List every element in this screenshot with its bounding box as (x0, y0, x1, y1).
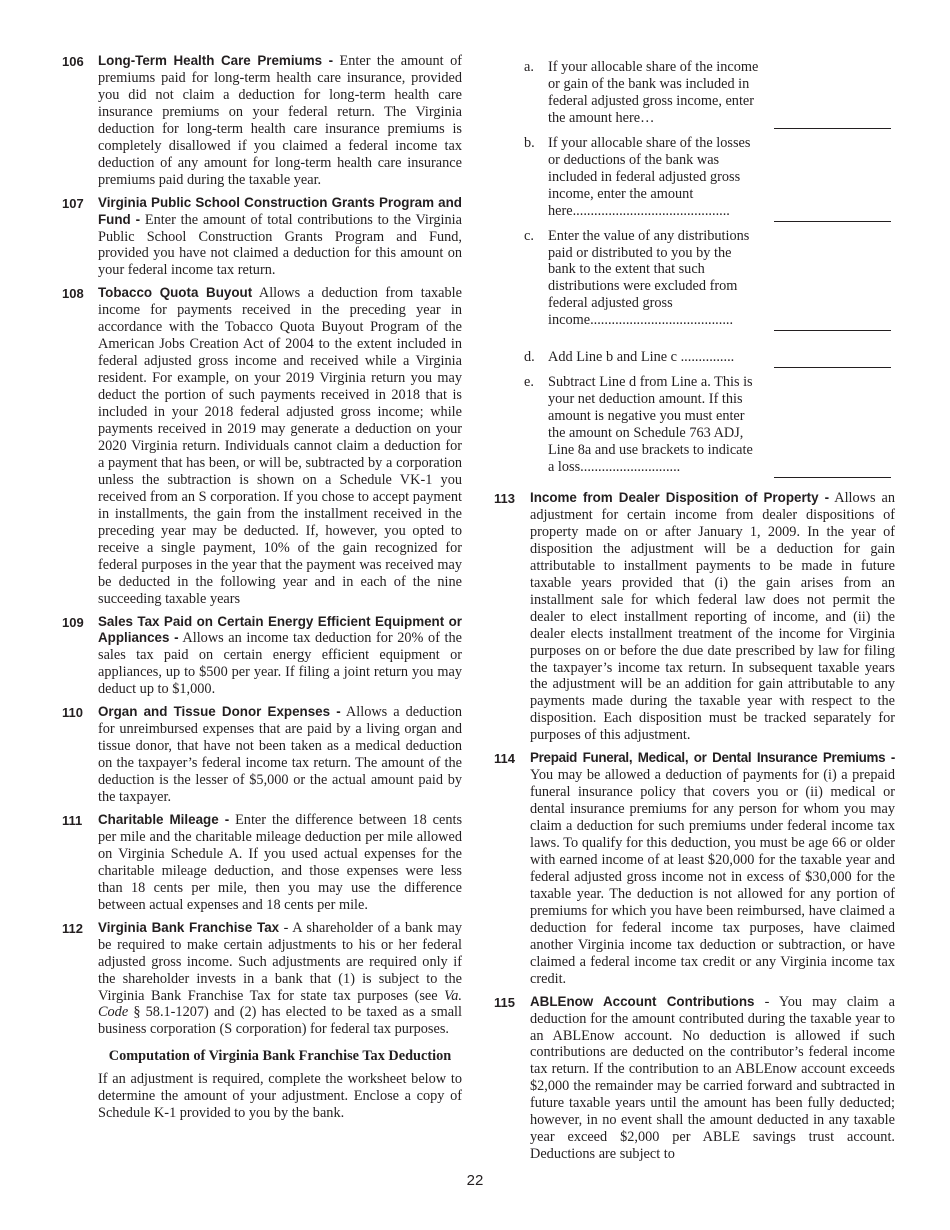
worksheet-line-a (524, 59, 895, 127)
worksheet-line-c (524, 228, 895, 330)
item-text: Allows a deduction for unreimbursed expenses that are paid by a living organ and tissue donor, that have not been taken as a medical deduction on the taxpayer’s federal income tax return. The amount of the deduction is the lesser of $5,000 or the actual amount paid by the taxpayer. (98, 704, 462, 806)
worksheet-line-e (524, 374, 895, 476)
amount-blank[interactable] (774, 128, 891, 129)
worksheet-line-b (524, 135, 895, 220)
item-109 (62, 614, 462, 699)
line-text: Add Line b and Line c ............... (548, 349, 735, 366)
item-text-continued: § 58.1-1207) and (2) has elected to be taxed as a small business corporation (S corporation) for federal tax purposes. (98, 1004, 462, 1038)
amount-blank[interactable] (774, 330, 891, 331)
item-text: Enter the difference between 18 cents per mile and the charitable mileage deduction per mile allowed on Virginia Schedule A. If you used actual expenses for the charitable mileage deduction, and those expenses were less than 18 cents per mile, then you may use the difference between actual expenses and 18 cents per mile. (98, 811, 463, 913)
item-number: 110 (62, 705, 83, 721)
line-letter: b. (524, 134, 535, 151)
worksheet-line-d (524, 349, 895, 366)
item-number: 113 (494, 490, 515, 506)
item-112 (62, 920, 462, 1039)
line-text: If your allocable share of the losses or deductions of the bank was included in federal adjusted gross income, enter the amount here............................................ (548, 134, 751, 219)
right-column (494, 53, 895, 1169)
item-text: Enter the amount of total contributions to the Virginia Public School Construction Grants Program and Fund, provided you have not claimed a deduction for this amount on your federal income tax return. (98, 211, 462, 279)
line-letter: e. (524, 374, 534, 391)
item-106 (62, 53, 462, 189)
computation-heading: Computation of Virginia Bank Franchise Tax Deduction (108, 1048, 452, 1065)
line-letter: c. (524, 227, 534, 244)
item-number: 115 (494, 994, 515, 1010)
line-text: Enter the value of any distributions paid or distributed to you by the bank to the extent that such distributions were excluded from federal adjusted gross income........................................ (548, 227, 750, 329)
item-115 (494, 994, 895, 1164)
item-text: Allows a deduction from taxable income for payments received in the preceding year in accordance with the Tobacco Quota Buyout Program of the American Jobs Creation Act of 2004 to the extent included in federal adjusted gross income and received while a Virginia resident. For example, on your 2019 Virginia return you may deduct the portion of such payments received in 2018 that is included in your 2018 federal adjusted gross income; while payments received in 2019 may generate a deduction on your 2020 Virginia return. Individuals cannot claim a deduction for a payment that has been, or will be, subtracted by a corporation unless the subtraction is shown on a Schedule VK-1 you received from an S corporation. If you chose to accept payment in installments, the gain from the installment received in the preceding year may be deducted. If, however, you opted to receive a single payment, 10% of the gain recognized for federal purposes in the year that the payment was received may be deducted in the following year and in each of the nine succeeding taxable years (98, 285, 462, 607)
item-text: - You may claim a deduction for the amount contributed during the taxable year to an ABLEnow account. No deduction is allowed if such contributions are deducted on the contributor’s federal income tax return. If the contribution to an ABLEnow account exceeds $2,000 the remainder may be carried forward and subtracted in future taxable years until the amount has been fully deducted; however, in no event shall the amount deducted in any taxable year exceed $2,000 per ABLE savings trust account. Deductions are subject to (530, 993, 895, 1163)
item-heading: Prepaid Funeral, Medical, or Dental Insurance Premiums - (530, 750, 895, 766)
item-heading: Sales Tax Paid on Certain Energy Efficient Equipment or Appliances - (98, 613, 462, 646)
line-letter: a. (524, 59, 534, 75)
item-114 (494, 750, 895, 987)
item-text: - A shareholder of a bank may be required to make certain adjustments to his or her federal adjusted gross income. Such adjustments are required only if the shareholder invests in a bank that (1) is subject to the Virginia Bank Franchise Tax for state tax purposes (see (98, 919, 462, 1004)
item-heading: Organ and Tissue Donor Expenses - (98, 704, 341, 720)
item-111 (62, 812, 462, 914)
line-text: Subtract Line d from Line a. This is your net deduction amount. If this amount is negative you must enter the amount on Schedule 763 ADJ, Line 8a and use brackets to indicate a loss............................ (548, 374, 753, 476)
item-number: 112 (62, 920, 83, 936)
item-heading: Virginia Bank Franchise Tax (98, 919, 280, 935)
item-113 (494, 490, 895, 744)
item-number: 107 (62, 195, 84, 211)
item-number: 106 (62, 54, 84, 69)
item-heading: Income from Dealer Disposition of Property - (530, 489, 830, 505)
item-heading: Virginia Public School Construction Grants Program and Fund - (98, 194, 462, 227)
item-heading: Long-Term Health Care Premiums - (98, 53, 334, 68)
item-heading: Tobacco Quota Buyout (98, 285, 253, 301)
item-number: 108 (62, 286, 84, 302)
left-column (62, 53, 462, 1122)
amount-blank[interactable] (774, 367, 891, 368)
item-heading: ABLEnow Account Contributions (530, 993, 755, 1009)
worksheet (524, 59, 895, 476)
item-text: You may be allowed a deduction of payments for (i) a prepaid funeral insurance policy that covers you or (ii) medical or dental insurance premiums for any person for whom you may claim a deduction for such premiums under federal income tax laws. To qualify for this deduction, you must be age 66 or older with earned income of at least $20,000 for the taxable year and federal adjusted gross income not in excess of $30,000 for the taxable year. The deduction is not allowed for any portion of premiums for which you have been reimbursed, have claimed a deduction for federal income tax purposes, have claimed another Virginia income tax deduction or subtraction, or have claimed a federal income tax credit or any Virginia income tax credit. (530, 767, 895, 987)
item-text: Allows an income tax deduction for 20% of the sales tax paid on certain energy efficient equipment or appliances, up to $500 per year. If filing a joint return you may deduct up to $1,000. (98, 630, 462, 698)
item-number: 111 (62, 812, 83, 828)
item-107 (62, 195, 462, 280)
item-number: 109 (62, 614, 84, 630)
item-number: 114 (494, 751, 515, 767)
amount-blank[interactable] (774, 477, 891, 478)
item-110 (62, 704, 462, 806)
item-heading: Charitable Mileage - (98, 811, 230, 827)
page-number: 22 (466, 1172, 484, 1189)
item-text: Allows an adjustment for certain income from dealer dispositions of property made on or after January 1, 2009. In the year of disposition the adjustment will be a deduction for gain attributable to installment payments to be made in future taxable years provided that (i) the gain arises from an installment sale for which federal law does not permit the dealer to elect installment reporting of income, and (ii) the dealer elects installment treatment of the income for Virginia purposes on or before the due date prescribed by law for filing the taxpayer’s income tax return. In subsequent taxable years the adjustment will be an addition for gain attributable to any payments made during the taxable year with respect to the disposition. Each disposition must be tracked separately for purposes of this adjustment. (530, 489, 895, 744)
line-letter: d. (524, 349, 535, 366)
item-text: Enter the amount of premiums paid for long-term health care insurance, provided you did not claim a deduction for long-term health care insurance premiums on your federal return. The Virginia deduction for long-term health care insurance premiums is completely disallowed if you claimed a federal income tax deduction of any amount for long-term health care insurance premiums paid during the taxable year. (98, 53, 462, 188)
line-text: If your allocable share of the income or gain of the bank was included in federal adjusted gross income, enter the amount here… (548, 59, 759, 126)
amount-blank[interactable] (774, 221, 891, 222)
item-108 (62, 285, 462, 607)
code-citation: Va. Code (98, 987, 462, 1021)
computation-instructions: If an adjustment is required, complete the worksheet below to determine the amount of your adjustment. Enclose a copy of Schedule K-1 provided to you by the bank. (98, 1071, 462, 1122)
